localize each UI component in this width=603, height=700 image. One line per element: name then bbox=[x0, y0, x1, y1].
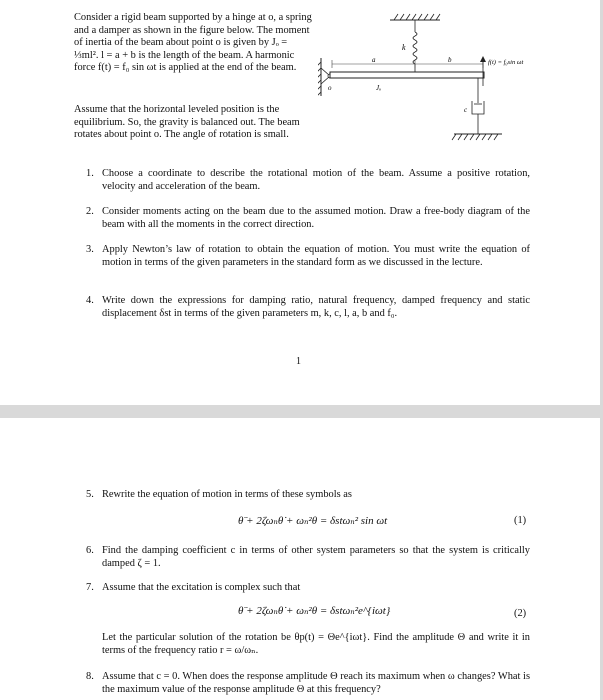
beam-figure bbox=[318, 10, 558, 145]
item-7-text: Assume that the excitation is complex such that bbox=[102, 582, 301, 593]
label-a: a bbox=[372, 56, 376, 64]
item-8-text: Assume that c = 0. When does the response amplitude Θ reach its maximum when ω changes? What is the maximum value of the response amplitude Θ at this frequency? bbox=[102, 671, 530, 695]
label-c: c bbox=[464, 106, 468, 114]
item-1-number: 1. bbox=[86, 168, 94, 179]
item-4-text: Write down the expressions for damping ratio, natural frequency, damped frequency and static displacement δst in terms of the given parameters m, k, c, l, a, b and f₀. bbox=[102, 295, 530, 319]
item-4-number: 4. bbox=[86, 295, 94, 306]
label-o: o bbox=[328, 84, 332, 92]
item-5-number: 5. bbox=[86, 489, 94, 500]
equation-1-number: (1) bbox=[514, 515, 527, 526]
item-6-text: Find the damping coefficient c in terms of other system parameters so that the system is critically damped ζ = 1. bbox=[102, 545, 530, 569]
item-3-text: Apply Newton’s law of rotation to obtain the equation of motion. You must write the equation of motion in terms of the given parameters in the standard form as we discussed in the lecture. bbox=[102, 244, 530, 268]
item-2-text: Consider moments acting on the beam due to the assumed motion. Draw a free-body diagram of the beam with all the moments in the correct direction. bbox=[102, 206, 530, 230]
damper bbox=[472, 78, 484, 134]
intro-paragraph-1: Consider a rigid beam supported by a hinge at o, a spring and a damper as shown in the figure below. The moment of inertia of the beam about point o is given by Jₒ = ⅓ml². l = a + b is the length of the beam. A harmonic force f(t) = f₀ sin ωt is applied at the end of the beam. bbox=[74, 12, 312, 74]
item-5-text: Rewrite the equation of motion in terms of these symbols as bbox=[102, 489, 352, 500]
label-b: b bbox=[448, 56, 452, 64]
label-force: f(t) = f₀sin ωt bbox=[488, 59, 524, 66]
beam bbox=[330, 72, 484, 78]
item-7-number: 7. bbox=[86, 582, 94, 593]
item-7-continuation: Let the particular solution of the rotation be θp(t) = Θe^{iωt}. Find the amplitude Θ and write it in terms of the frequency ratio r = ω/ωₙ. bbox=[102, 632, 530, 656]
label-jo: Jₒ bbox=[376, 84, 382, 92]
page-number: 1 bbox=[296, 356, 301, 367]
force-arrowhead bbox=[480, 56, 486, 62]
item-8-number: 8. bbox=[86, 671, 94, 682]
equation-2: θ̈ + 2ζωₙθ̇ + ωₙ²θ = δstωₙ²e^{iωt} bbox=[238, 605, 391, 617]
page-2 bbox=[0, 418, 600, 700]
label-k: k bbox=[402, 43, 406, 52]
equation-2-number: (2) bbox=[514, 608, 527, 619]
item-3-number: 3. bbox=[86, 244, 94, 255]
item-6-number: 6. bbox=[86, 545, 94, 556]
intro-paragraph-2: Assume that the horizontal leveled position is the equilibrium. So, the gravity is balanced out. The beam rotates about point o. The angle of rotation is small. bbox=[74, 104, 300, 141]
item-2-number: 2. bbox=[86, 206, 94, 217]
item-1-text: Choose a coordinate to describe the rotational motion of the beam. Assume a positive rotation, velocity and acceleration of the beam. bbox=[102, 168, 530, 192]
equation-1: θ̈ + 2ζωₙθ̇ + ωₙ²θ = δstωₙ² sin ωt bbox=[238, 515, 388, 527]
